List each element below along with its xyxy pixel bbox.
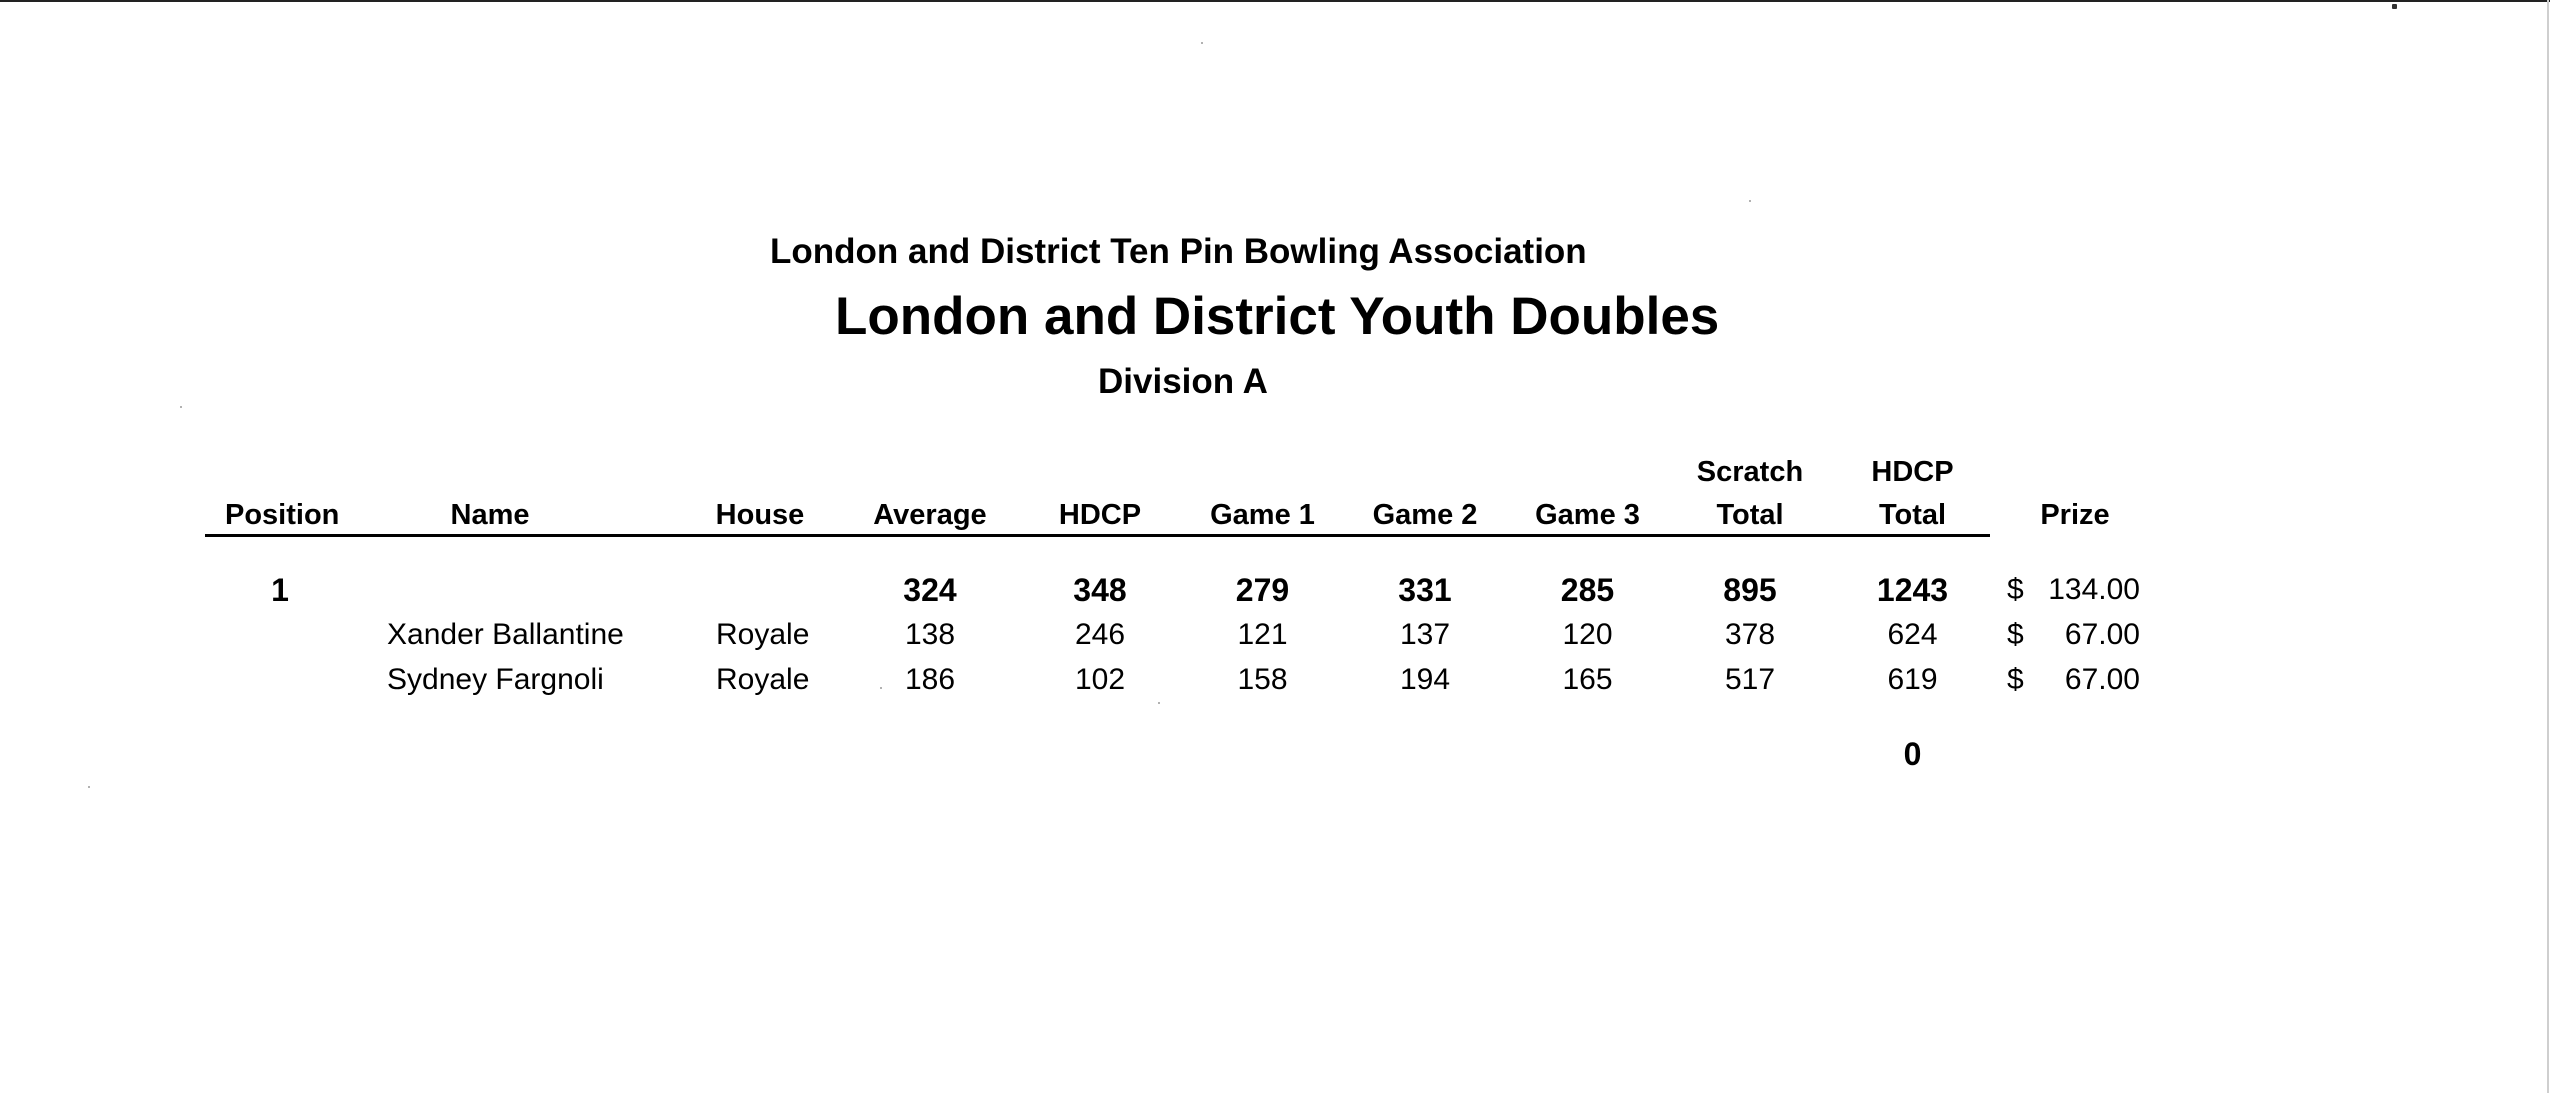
player-game-2: 194 [1399,663,1451,696]
association-title: London and District Ten Pin Bowling Association [770,232,1587,271]
player-game-1: 158 [1237,663,1288,696]
scan-speck [1201,42,1203,44]
scan-mark [2392,4,2397,9]
team-hdcp: 348 [1073,572,1127,608]
column-header-prize: Prize [2040,499,2110,531]
player-hdcp-total: 619 [1887,663,1938,696]
column-header-hdcp-total-line1: HDCP [1871,456,1954,488]
player-hdcp-total: 624 [1887,618,1938,651]
team-game-3: 285 [1560,572,1615,608]
column-header-hdcp: HDCP [1058,499,1142,531]
player-average: 138 [904,618,956,651]
column-header-game-1: Game 1 [1210,499,1315,531]
player-average: 186 [904,663,956,696]
column-header-average: Average [873,499,987,531]
team-average: 324 [903,572,957,608]
player-hdcp: 246 [1074,618,1126,651]
scan-speck [88,786,90,788]
event-title: London and District Youth Doubles [835,287,1720,346]
column-header-position: Position [225,499,340,531]
player-game-2: 137 [1399,618,1451,651]
player-name: Xander Ballantine [387,618,624,651]
team-scratch-total: 895 [1723,572,1777,608]
player-house: Royale [716,663,810,696]
team-game-2: 331 [1398,572,1452,608]
column-header-name: Name [450,499,530,531]
player-game-3: 120 [1562,618,1613,651]
player-game-1: 121 [1237,618,1288,651]
scan-speck [1158,702,1160,704]
scan-speck [180,406,182,408]
page-right-border [2547,0,2549,1093]
page-top-border [0,0,2550,2]
player-prize-currency: $ [2007,618,2024,651]
team-position: 1 [271,572,289,608]
player-prize-amount: 67.00 [2064,618,2140,651]
player-house: Royale [716,618,810,651]
column-header-house: House [715,499,805,531]
player-scratch-total: 378 [1724,618,1776,651]
team-prize-currency: $ [2007,573,2024,606]
hdcp-total-extra-value: 0 [1903,736,1922,772]
division-title: Division A [1098,362,1268,401]
column-header-game-2: Game 2 [1372,499,1478,531]
player-hdcp: 102 [1074,663,1126,696]
column-header-hdcp-total-line2: Total [1878,499,1947,531]
team-game-1: 279 [1235,572,1290,608]
player-name: Sydney Fargnoli [387,663,604,696]
team-hdcp-total: 1243 [1876,572,1949,608]
scan-speck [1749,200,1751,202]
player-prize-currency: $ [2007,663,2024,696]
player-prize-amount: 67.00 [2064,663,2140,696]
column-header-scratch-total-line1: Scratch [1696,456,1804,488]
column-header-game-3: Game 3 [1535,499,1640,531]
team-prize-amount: 134.00 [2048,573,2140,606]
player-scratch-total: 517 [1724,663,1776,696]
header-divider [205,534,1990,537]
player-game-3: 165 [1562,663,1613,696]
column-header-scratch-total-line2: Total [1716,499,1784,531]
